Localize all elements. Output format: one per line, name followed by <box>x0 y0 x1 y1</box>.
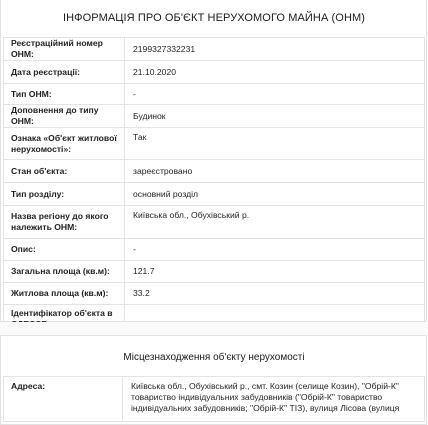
row-value: - <box>125 239 425 261</box>
table-row <box>4 261 425 283</box>
table-row <box>4 61 425 84</box>
row-label: Загальна площа (кв.м): <box>4 261 125 283</box>
row-value: зареєстровано <box>125 160 425 183</box>
table-row <box>4 206 425 239</box>
section-divider <box>0 322 428 335</box>
table-row <box>4 377 425 422</box>
row-value: 21.10.2020 <box>125 61 425 84</box>
table-row <box>4 283 425 305</box>
row-label: Тип розділу: <box>4 183 125 206</box>
row-label: Ознака «Об'єкт житлової нерухомості»: <box>4 128 125 160</box>
row-label: Ідентифікатор об'єкта в <box>4 305 125 333</box>
table-row <box>4 128 425 160</box>
section-title: Місцезнаходження об'єкту нерухомості <box>123 352 305 363</box>
row-value: 2199327332231 <box>125 38 425 61</box>
row-label: Дата реєстрації: <box>4 61 125 84</box>
row-label: Опис: <box>4 239 125 261</box>
address-value: Київська обл., Обухівський р., смт. Козин (селище Козин), "Обрій-К" товариство індивідуальних забудовників ("Обрій-К" товариство індивідуальних забудовників; "Обрій-К" ТІЗ), вулиця Лісова (вулиця <box>123 377 425 422</box>
row-label: Стан об'єкта: <box>4 160 125 183</box>
table-row <box>4 84 425 105</box>
location-table <box>3 376 425 422</box>
address-label: Адреса: <box>4 377 123 422</box>
row-label: Житлова площа (кв.м): <box>4 283 125 305</box>
row-value: Будинок <box>125 105 425 128</box>
table-row <box>4 183 425 206</box>
row-value: Так <box>125 128 425 160</box>
table-row <box>4 239 425 261</box>
row-value: 33.2 <box>125 283 425 305</box>
table-row <box>4 105 425 128</box>
table-row <box>4 38 425 61</box>
row-value: основний розділ <box>125 183 425 206</box>
row-label: Доповнення до типу ОНМ: <box>4 105 125 128</box>
object-info-table <box>3 37 425 333</box>
row-label: Реєстраційний номер ОНМ: <box>4 38 125 61</box>
row-value: 121.7 <box>125 261 425 283</box>
page-title: ІНФОРМАЦІЯ ПРО ОБ'ЄКТ НЕРУХОМОГО МАЙНА (ОНМ) <box>62 12 366 24</box>
row-value: - <box>125 84 425 105</box>
row-label: Тип ОНМ: <box>4 84 125 105</box>
row-label: Назва регіону до якого належить ОНМ: <box>4 206 125 239</box>
table-row <box>4 160 425 183</box>
row-value: Київська обл., Обухівський р. <box>125 206 425 239</box>
